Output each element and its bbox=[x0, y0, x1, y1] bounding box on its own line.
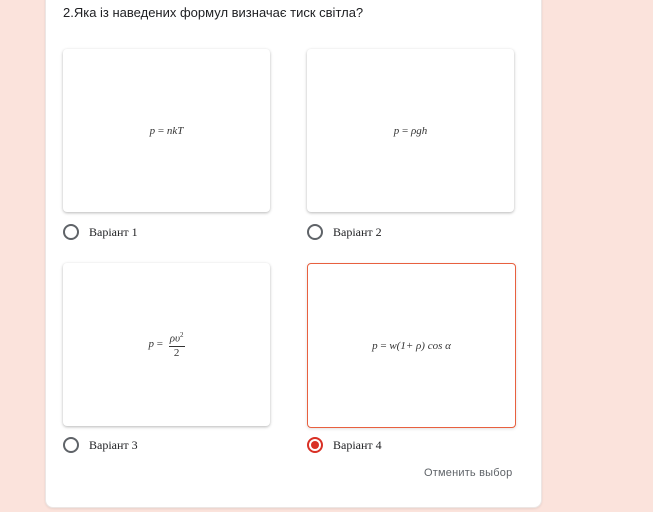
formula-2: p = ρgh bbox=[393, 124, 428, 137]
option-4-image[interactable] bbox=[307, 263, 516, 428]
radio-button-3[interactable] bbox=[63, 437, 79, 453]
option-1-label: Варіант 1 bbox=[89, 224, 138, 239]
option-2-label: Варіант 2 bbox=[333, 224, 382, 239]
option-3-label: Варіант 3 bbox=[89, 437, 138, 452]
radio-button-2[interactable] bbox=[307, 224, 323, 240]
radio-button-4-checked[interactable] bbox=[307, 437, 323, 453]
formula-4: p = w(1+ ρ) cos α bbox=[372, 339, 451, 352]
option-4-label: Варіант 4 bbox=[333, 437, 382, 452]
option-3-radio-row[interactable] bbox=[63, 437, 138, 453]
option-2-image[interactable] bbox=[307, 49, 514, 212]
formula-3: p = $\frac{\rho\upsilon^2}{2}$ bbox=[148, 331, 184, 359]
radio-dot bbox=[311, 441, 319, 449]
option-4-radio-row[interactable] bbox=[307, 437, 382, 453]
question-title: 2.Яка із наведених формул визначає тиск світла? bbox=[63, 5, 364, 20]
option-3-image[interactable] bbox=[63, 263, 270, 426]
option-1-radio-row[interactable] bbox=[63, 224, 138, 240]
radio-button-1[interactable] bbox=[63, 224, 79, 240]
formula-1: p = nkT bbox=[149, 124, 184, 137]
option-1-image[interactable] bbox=[63, 49, 270, 212]
clear-selection-button[interactable]: Отменить выбор bbox=[424, 467, 513, 479]
option-2-radio-row[interactable] bbox=[307, 224, 382, 240]
